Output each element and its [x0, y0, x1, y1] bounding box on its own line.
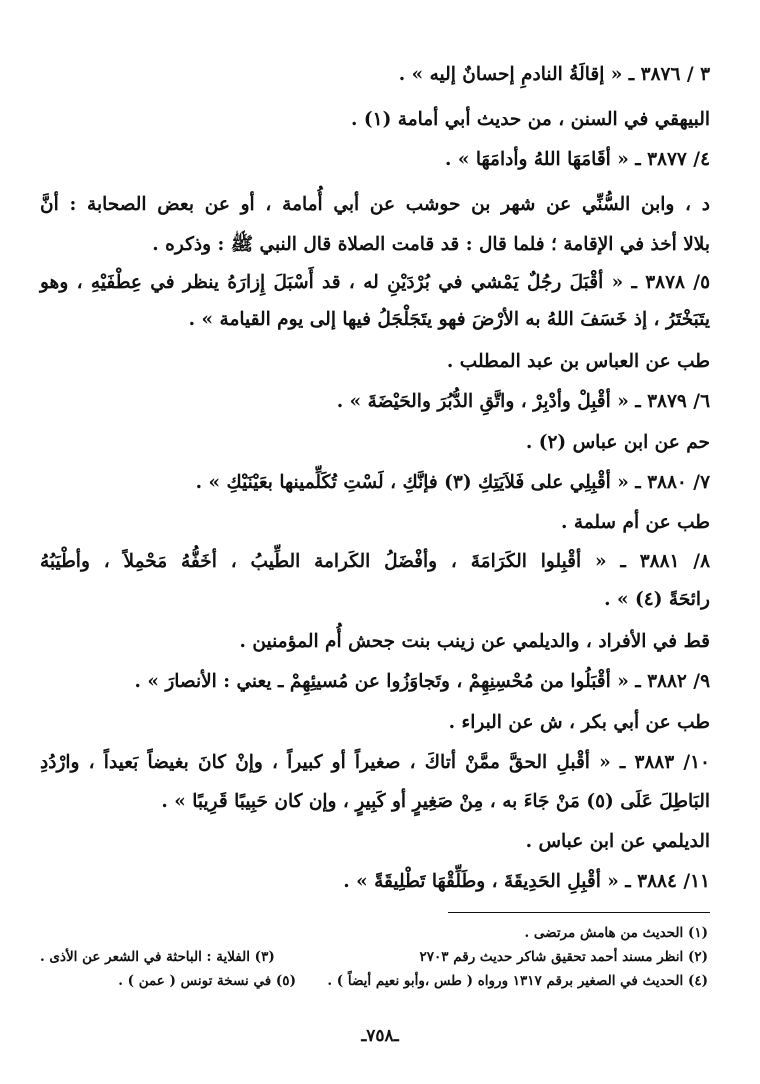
text-line-16: ٩/ ٣٨٨٢ ـ « أقْبَلُوا من مُحْسِنِهِمْ ، وتَجاوَزُوا عن مُسيئِهِمْ ـ يعني : الأنصارَ » .: [134, 671, 710, 692]
footnote-row-2: [40, 946, 708, 968]
text-line-14: رائحَةً (٤) » .: [604, 589, 710, 610]
text-line-18: ١٠/ ٣٨٨٣ ـ « أقْبلِ الحقَّ ممَّنْ أتاكَ ، صغيراً أو كبيراً ، وإنْ كانَ بغيضاً بَعيداً ، وارْدُدِ: [40, 752, 710, 773]
footnote-1: (١) الحديث من هامش مرتضى .: [524, 925, 708, 941]
text-line-3: ٤/ ٣٨٧٧ ـ « أقَامَهَا اللهُ وأدامَهَا » .: [445, 149, 710, 170]
page-number: ـ٧٥٨ـ: [361, 1026, 399, 1046]
text-line-20: الديلمي عن ابن عباس .: [525, 831, 710, 852]
text-line-2: البيهقي في السنن ، من حديث أبي أمامة (١) .: [351, 109, 710, 130]
text-line-11: ٧/ ٣٨٨٠ ـ « أقْبِلِي على فَلاَيَتِكِ (٣) فإنَّكِ ، لَسْتِ تُكَلِّمينها بعَيْنَيْكِ » .: [195, 472, 710, 493]
text-line-8: طب عن العباس بن عبد المطلب .: [446, 351, 710, 372]
text-line-17: طب عن أبي بكر ، ش عن البراء .: [448, 712, 710, 733]
text-line-7: يتَبَخْتَرُ ، إذ خَسَفَ اللهُ به الأرْضَ فهو يتَجَلْجَلُ فيها إلى يوم القيامة » .: [188, 309, 710, 330]
text-line-12: طب عن أم سلمة .: [560, 512, 710, 533]
text-line-10: حم عن ابن عباس (٢) .: [525, 432, 710, 453]
footnote-row-3: [40, 970, 708, 992]
footnote-2: (٢) انظر مسند أحمد تحقيق شاكر حديث رقم ٢٧٠٣: [419, 949, 708, 965]
text-line-1: ٣ / ٣٨٧٦ ـ « إقالَةُ النادمِ إحسانٌ إليه » .: [398, 64, 710, 85]
text-line-6: ٥/ ٣٨٧٨ ـ « أقْبَلَ رجُلٌ يَمْشي في بُرْدَيْنِ له ، قد أَسْبَلَ إِزارَهُ ينظر في عِطْفَيْهِ ، وهو: [40, 272, 710, 293]
text-line-15: قط في الأفراد ، والديلمي عن زينب بنت جحش أُم المؤمنين .: [239, 631, 710, 652]
text-line-13: ٨/ ٣٨٨١ ـ « أقْبِلوا الكَرَامَةَ ، وأفْضَلُ الكَرامة الطِّيبُ ، أخَفُّهُ مَحْمِلاً ، وأطْيَبُهُ: [40, 551, 710, 572]
footnote-3: (٣) الفلاية : الباحثة في الشعر عن الأذى .: [40, 949, 275, 965]
text-line-4: د ، وابن السُّنِّي عن شهر بن حوشب عن أبي أُمامة ، أو عن بعض الصحابة : أنَّ: [40, 194, 710, 215]
text-line-5: بلالا أخذ في الإقامة ؛ فلما قال : قد قامت الصلاة قال النبي ﷺ : وذكره .: [152, 234, 710, 255]
text-line-21: ١١/ ٣٨٨٤ ـ « أقْبِلِ الحَدِيقَةَ ، وطَلِّقْهَا تَطْلِيقَةً » .: [343, 871, 710, 892]
footnote-4: (٤) الحديث في الصغير برقم ١٣١٧ ورواه ( طس ،وأبو نعيم أيضاً ) .: [327, 973, 708, 989]
footnote-5: (٥) في نسخة تونس ( عمن ) .: [118, 973, 296, 989]
footnote-divider: [448, 912, 710, 913]
text-line-19: البَاطِلَ عَلَى (٥) مَنْ جَاءَ به ، مِنْ صَغِيرٍ أو كَبِيرٍ ، وإن كان حَبِيبًا قَرِيبًا » .: [161, 791, 710, 812]
text-line-9: ٦/ ٣٨٧٩ ـ « أقْبِلْ وأدْبِرْ ، واتَّقِ الدُّبُرَ والحَيْضَةَ » .: [336, 391, 710, 412]
